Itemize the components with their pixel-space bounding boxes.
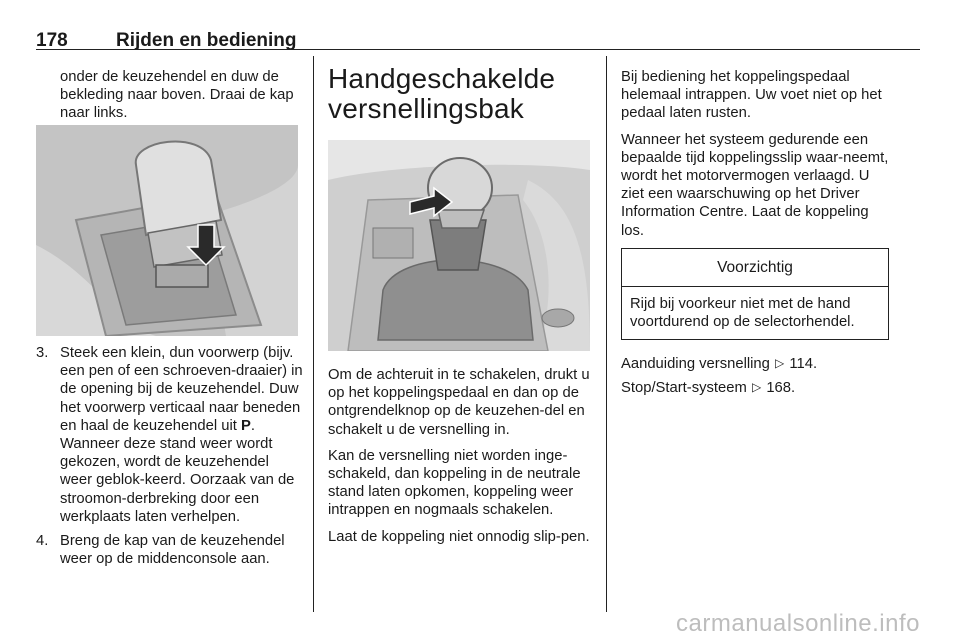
cross-reference [621,378,889,397]
step-text: Breng de kap van de keuzehendel weer op de middenconsole aan. [60,533,285,568]
header-rule [36,49,920,50]
caution-box [621,248,889,341]
step-item [36,532,304,568]
middle-column [328,64,598,124]
reference-page: 114. [789,356,818,373]
reference-label: Aanduiding versnelling [621,356,770,373]
page-number: 178 [36,30,68,51]
selector-lever-illustration [36,125,298,336]
procedure-steps [36,344,304,568]
step-number: 3. [36,345,49,361]
clutch-slip-paragraph: Laat de koppeling niet onnodig slip-pen. [328,528,590,545]
caution-body: Rijd bij voorkeur niet met de hand voortdurend op de selectorhendel. [630,296,855,331]
step-text-start: Steek een klein, dun voorwerp (bijv. een pen of een schroeven-draaier) in de opening bij de keuzehendel. Duw het voorwerp verticaal naar beneden en haal de keuzehendel uit [60,345,303,434]
watermark: carmanualsonline.info [676,610,920,637]
step-number: 4. [36,533,49,550]
step-item [36,344,304,526]
reference-label: Stop/Start-systeem [621,379,747,396]
manual-gearshift-illustration [328,140,590,351]
gear-p-label: P [241,417,251,434]
page-header [36,10,924,50]
page-reference-icon: ▷ [775,356,785,371]
engine-power-paragraph: Wanneer het systeem gedurende een bepaalde tijd koppelingsslip waar-neemt, wordt het motorvermogen verlaagd. U ziet een waarschuwing op het Driver Information Centre. Laat de koppeling los. [621,131,889,239]
caution-title: Voorzichtig [622,249,888,287]
page-reference-icon: ▷ [751,379,762,394]
reverse-gear-paragraph: Om de achteruit in te schakelen, drukt u op het koppelingspedaal en dan op de ontgrendelknop op de keuzehen-del en schakelt u de versnelling in. [328,367,590,438]
section-heading: Handgeschakelde versnellingsbak [328,63,556,124]
middle-text [328,366,598,554]
section-title: Rijden en bediening [116,30,297,51]
intro-text: onder de keuzehendel en duw de bekleding naar boven. Draai de kap naar links. [60,69,294,122]
cross-reference [621,354,889,373]
column-divider-1 [313,56,314,612]
left-steps [36,344,304,574]
column-divider-2 [606,56,607,612]
right-column [621,68,889,405]
clutch-pedal-paragraph: Bij bediening het koppelingspedaal helemaal intrappen. Uw voet niet op het pedaal laten rusten. [621,69,882,122]
step-text-end: . Wanneer deze stand weer wordt gekozen, wordt de keuzehendel weer geblok-keerd. Oorzaak van de stroomon-derbreking door een werkplaats laten verhelpen. [60,417,295,525]
left-column [36,68,300,131]
gear-engagement-paragraph: Kan de versnelling niet worden inge-schakeld, dan koppeling in de neutrale stand laten opkomen, koppeling weer intrappen en nogmaals schakelen. [328,447,581,519]
selector-lever-figure [36,125,298,336]
manual-gearbox-figure [328,140,590,351]
reference-page: 168. [766,379,796,396]
